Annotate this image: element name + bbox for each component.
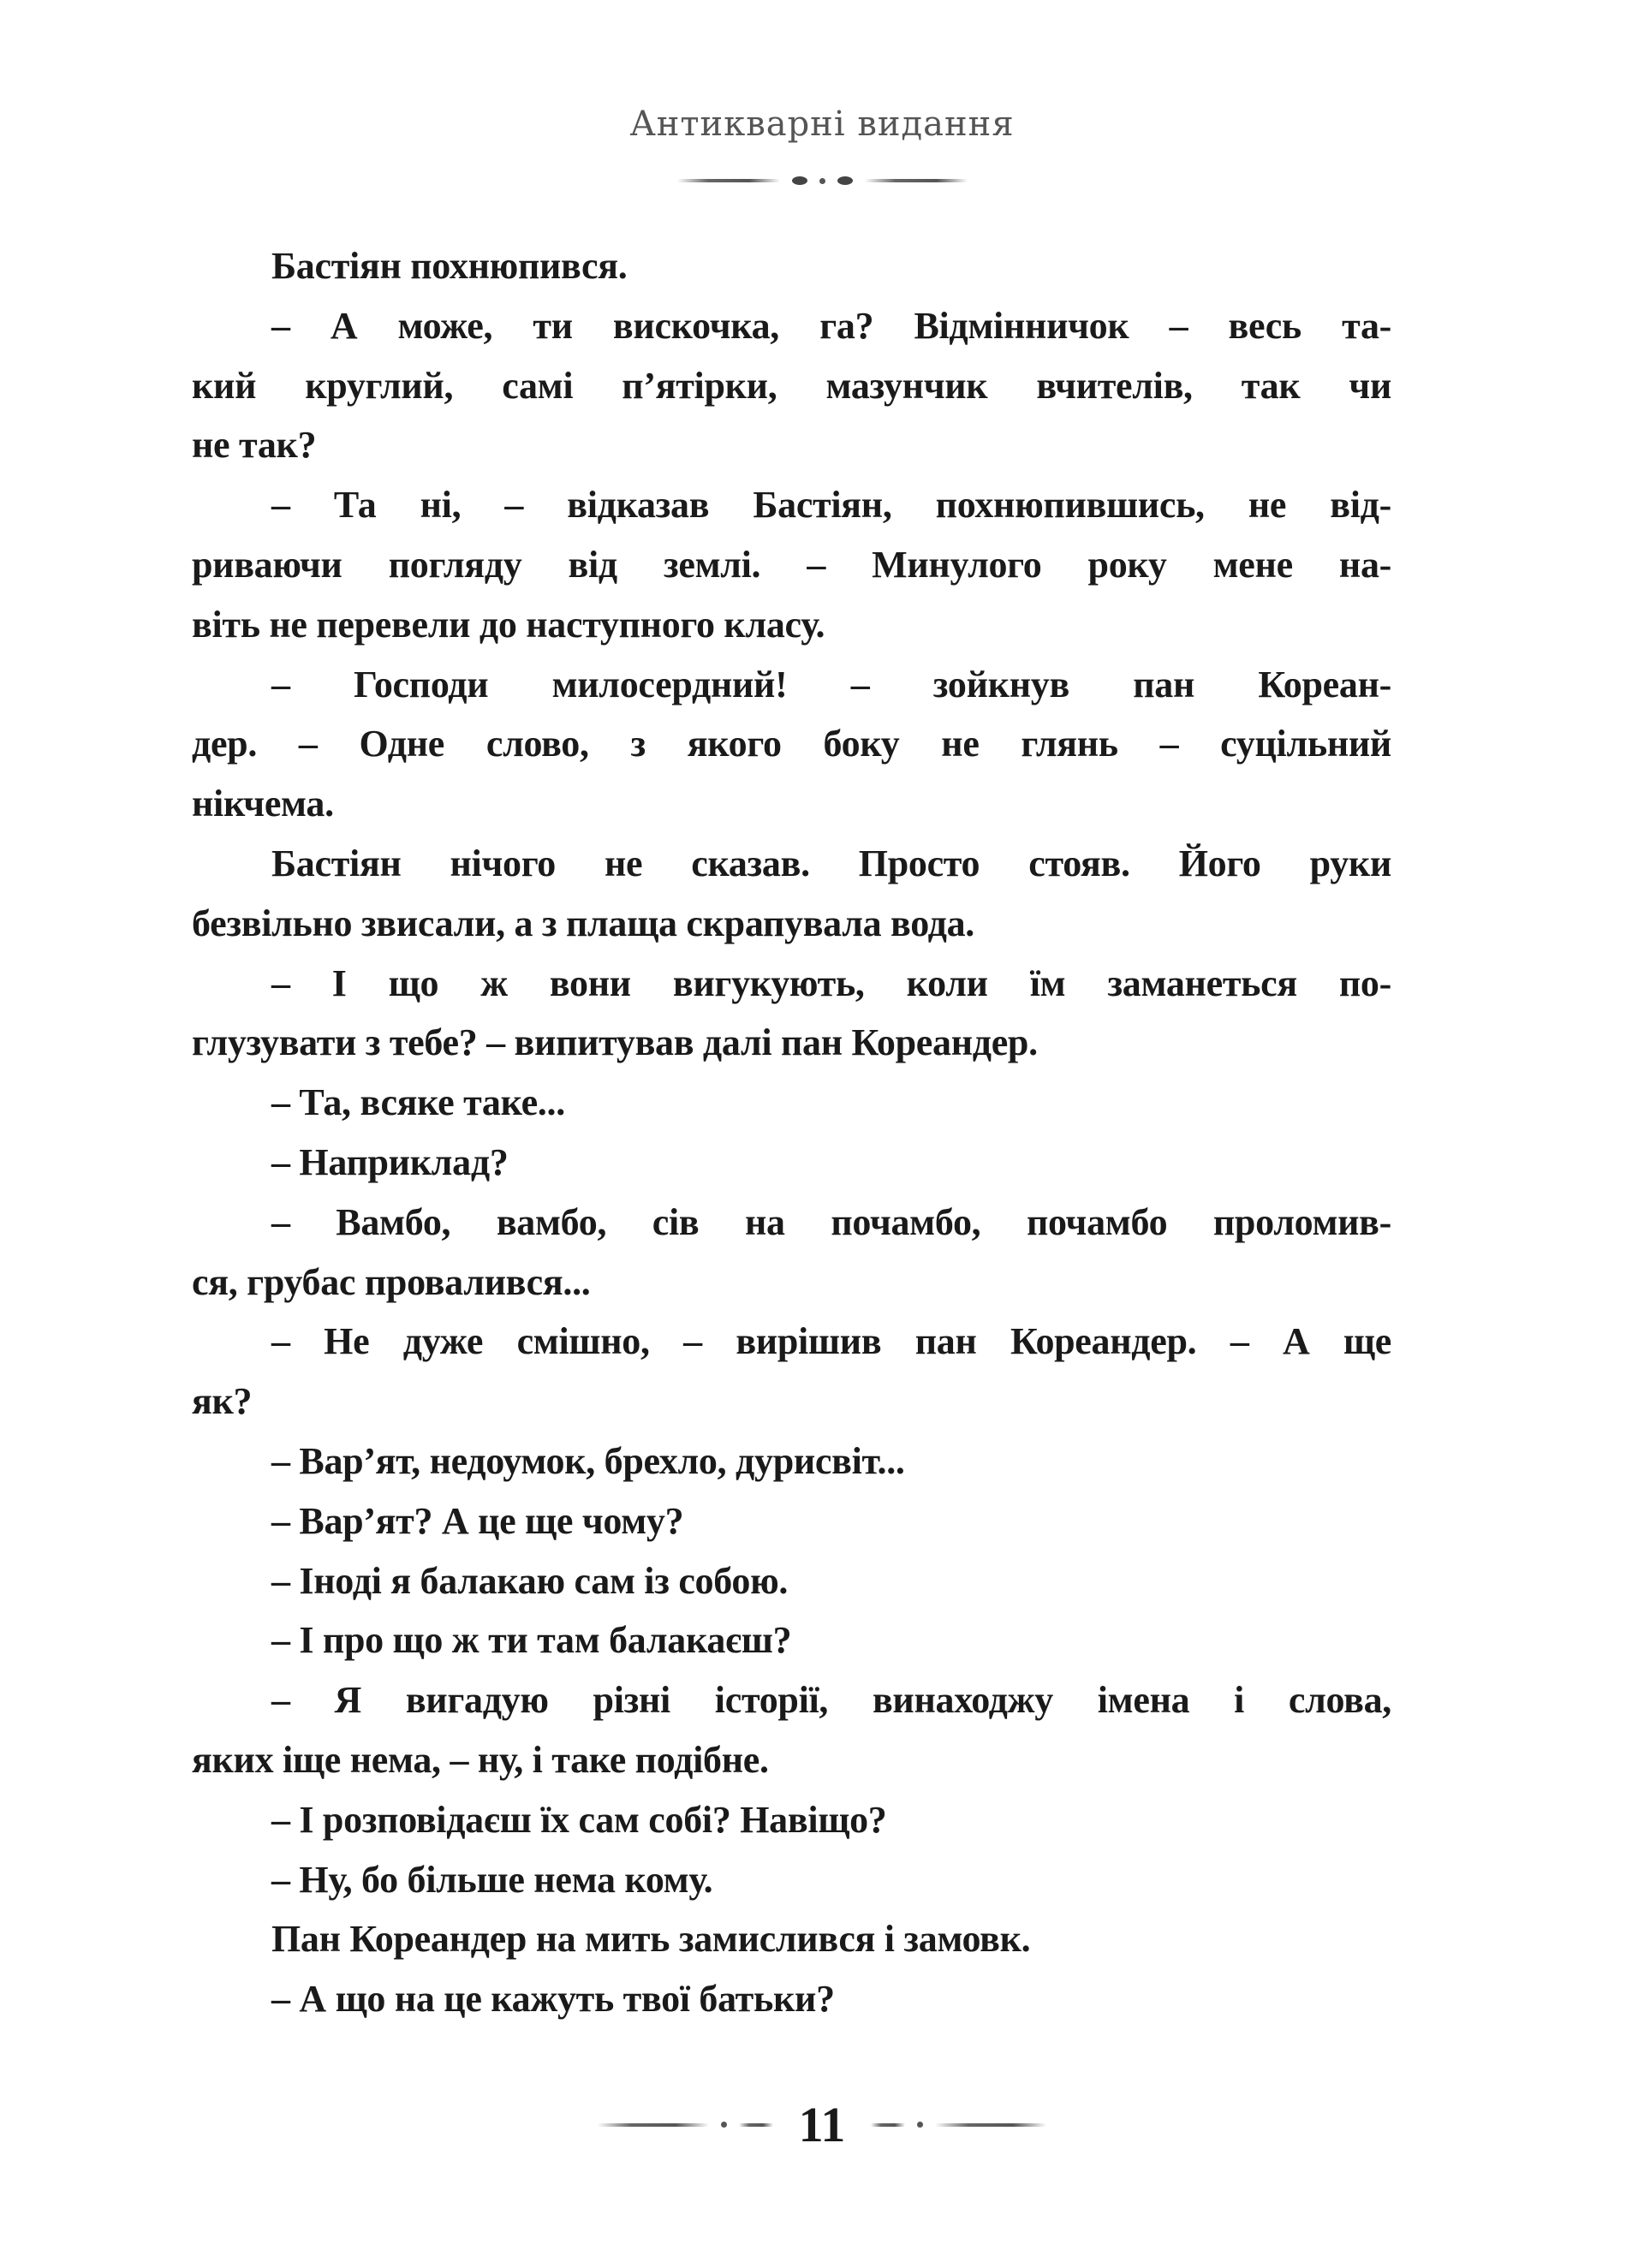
text-line: – Та, всяке таке...	[271, 1081, 565, 1124]
ornament-dot	[721, 2122, 727, 2128]
ornament-line	[739, 2123, 773, 2127]
text-line: Бастіян похнюпився.	[271, 245, 628, 287]
text-line: нікчема.	[192, 783, 334, 825]
text-line: – Іноді я балакаю сам із собою.	[271, 1559, 789, 1602]
text-line: безвільно звисали, а з плаща скрапувала вода.	[192, 902, 974, 944]
ornament-line	[677, 179, 780, 182]
text-line: – Я вигадую різні історії, винаходжу імена і слова,	[271, 1679, 1391, 1722]
text-line: – Ну, бо більше нема кому.	[271, 1858, 713, 1901]
text-line: риваючи погляду від землі. – Минулого року мене на-	[192, 543, 1391, 586]
text-line: – Та ні, – відказав Бастіян, похнюпившись, не від-	[271, 484, 1391, 527]
text-line: – Наприклад?	[271, 1140, 509, 1183]
ornament-line	[865, 179, 968, 182]
page-number: 11	[798, 2097, 846, 2152]
text-line: віть не перевели до наступного класу.	[192, 603, 825, 646]
text-line: – Вар’ят, недоумок, брехло, дурисвіт...	[271, 1439, 905, 1482]
text-line: – І розповідаєш їх сам собі? Навіщо?	[271, 1798, 887, 1841]
text-line: яких іще нема, – ну, і таке подібне.	[192, 1738, 769, 1781]
footer-ornament-right	[871, 2122, 1046, 2128]
text-line: – А що на це кажуть твої батьки?	[271, 1978, 835, 2021]
text-line: не так?	[192, 424, 317, 467]
ornament-dot	[819, 178, 825, 184]
ornament-line	[598, 2123, 709, 2127]
text-line: Пан Кореандер на мить замислився і замовк.	[271, 1918, 1031, 1961]
text-line: – Вамбо, вамбо, сів на почамбо, почамбо проломив-	[271, 1200, 1391, 1243]
text-line: Бастіян нічого не сказав. Просто стояв. Його руки	[271, 842, 1391, 884]
text-line: ся, грубас провалився...	[192, 1260, 591, 1303]
text-line: – Вар’ят? А це ще чому?	[271, 1499, 684, 1542]
header-ornament	[0, 176, 1644, 185]
text-line: – Господи милосердний! – зойкнув пан Кореан-	[271, 663, 1391, 705]
body-text	[192, 241, 1391, 2034]
text-line: – І про що ж ти там балакаєш?	[271, 1619, 792, 1662]
ornament-dot	[792, 176, 807, 185]
ornament-line	[871, 2123, 905, 2127]
text-line: кий круглий, самі п’ятірки, мазунчик вчителів, так чи	[192, 364, 1391, 407]
running-header: Антикварні видання	[629, 104, 1015, 144]
page-footer	[0, 2096, 1644, 2153]
text-line: дер. – Одне слово, з якого боку не глянь – суцільний	[192, 723, 1391, 765]
ornament-dot	[837, 176, 853, 185]
text-line: як?	[192, 1380, 253, 1423]
text-line: – Не дуже смішно, – вирішив пан Кореандер. – А ще	[271, 1320, 1391, 1363]
text-line: глузувати з тебе? – випитував далі пан Кореандер.	[192, 1021, 1038, 1064]
text-line: – І що ж вони вигукують, коли їм заманеться по-	[271, 961, 1391, 1004]
ornament-line	[935, 2123, 1046, 2127]
footer-ornament-left	[598, 2122, 773, 2128]
ornament-dot	[917, 2122, 923, 2128]
text-line: – А може, ти вискочка, га? Відмінничок – весь та-	[271, 304, 1391, 347]
